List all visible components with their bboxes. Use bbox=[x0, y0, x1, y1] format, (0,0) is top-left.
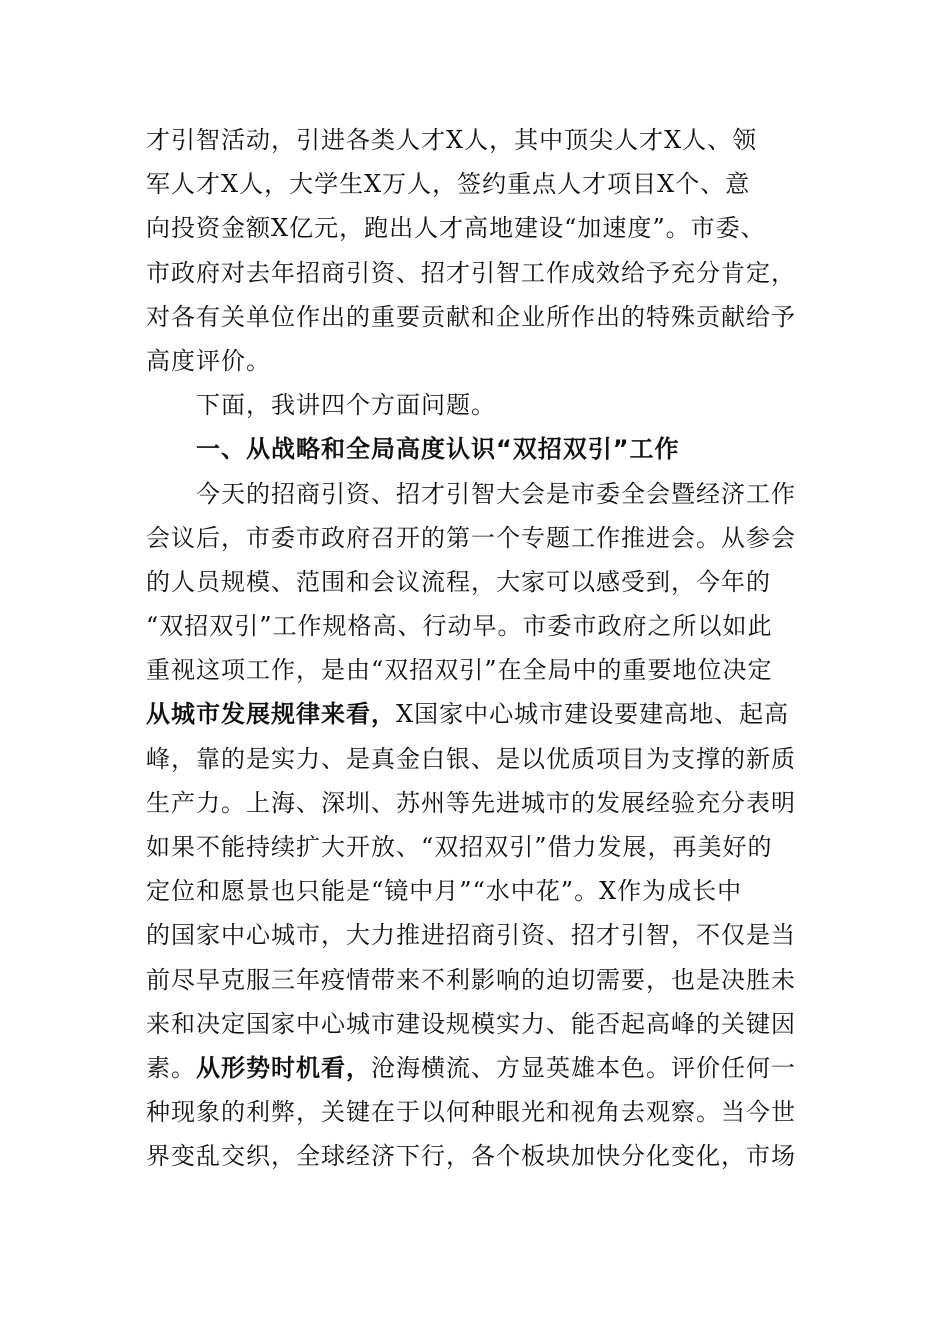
document-body bbox=[146, 118, 816, 1179]
text-line: “双招双引”工作规格高、行动早。市委市政府之所以如此 bbox=[146, 612, 773, 641]
text-line: 生产力。上海、深圳、苏州等先进城市的发展经验充分表明 bbox=[146, 788, 796, 817]
text-line: 今天的招商引资、招才引智大会是市委全会暨经济工作 bbox=[196, 479, 796, 508]
text-line: 对各有关单位作出的重要贡献和企业所作出的特殊贡献给予 bbox=[146, 302, 796, 331]
section-heading: 一、从战略和全局高度认识“双招双引”工作 bbox=[196, 435, 680, 464]
bold-phrase: 从形势时机看， bbox=[196, 1053, 371, 1082]
text-segment: 素。 bbox=[146, 1053, 196, 1082]
text-line: 前尽早克服三年疫情带来不利影响的迫切需要，也是决胜未 bbox=[146, 965, 796, 994]
bold-phrase: 从城市发展规律来看， bbox=[146, 700, 396, 729]
text-line: 来和决定国家中心城市建设规模实力、能否起高峰的关键因 bbox=[146, 1009, 796, 1038]
text-line: 才引智活动，引进各类人才X人，其中顶尖人才X人、领 bbox=[146, 126, 758, 154]
text-line: 军人才X人，大学生X万人，签约重点人才项目X个、意 bbox=[146, 170, 751, 199]
text-line: 向投资金额X亿元，跑出人才高地建设“加速度”。市委、 bbox=[146, 214, 766, 243]
text-line bbox=[146, 692, 816, 736]
text-line: 界变乱交织，全球经济下行，各个板块加快分化变化，市场 bbox=[146, 1142, 796, 1171]
text-line: 市政府对去年招商引资、招才引智工作成效给予充分肯定， bbox=[146, 258, 796, 287]
text-line: 如果不能持续扩大开放、“双招双引”借力发展，再美好的 bbox=[146, 833, 773, 861]
text-line: 种现象的利弊，关键在于以何种眼光和视角去观察。当今世 bbox=[146, 1098, 796, 1127]
text-line: 峰，靠的是实力、是真金白银、是以优质项目为支撑的新质 bbox=[146, 744, 796, 773]
text-line: 高度评价。 bbox=[146, 346, 271, 375]
text-line: 重视这项工作，是由“双招双引”在全局中的重要地位决定 bbox=[146, 656, 773, 685]
text-segment: 沧海横流、方显英雄本色。评价任何一 bbox=[371, 1053, 796, 1082]
text-line: 的国家中心城市，大力推进招商引资、招才引智，不仅是当 bbox=[146, 921, 796, 950]
text-line bbox=[146, 1046, 816, 1090]
text-segment: X国家中心城市建设要建高地、起高 bbox=[396, 700, 790, 729]
text-line: 定位和愿景也只能是“镜中月”“水中花”。X作为成长中 bbox=[146, 877, 743, 906]
text-line: 下面，我讲四个方面问题。 bbox=[196, 391, 496, 420]
text-line: 的人员规模、范围和会议流程，大家可以感受到，今年的 bbox=[146, 567, 771, 596]
text-line: 会议后，市委市政府召开的第一个专题工作推进会。从参会 bbox=[146, 523, 796, 552]
